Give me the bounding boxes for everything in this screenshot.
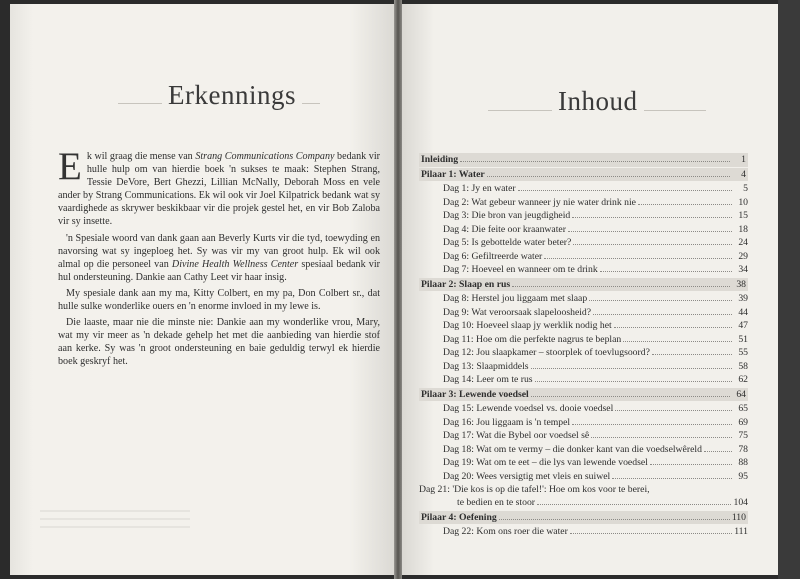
toc-leader-dots [572, 423, 732, 425]
toc-entry-label: Dag 3: Die bron van jeugdigheid [443, 210, 571, 221]
toc-entry-row [419, 456, 748, 470]
paragraph-1-rest: bedank vir hulle hulp om van hierdie boek 'n sukses te maak: Stephen Strang, Tessie DeVore, Bert Ghezzi, Lillian McNally, Deborah Moss en vele ander by Strang Communications. Ek wil ook vir Joel Kilpatrick bedank wat sy vaardighede as skrywer beskikbaar vir die projek gestel het, en vir Bob Zaloba vir sy insette. [58, 151, 380, 228]
company-name: Strang Communications Company [195, 151, 335, 162]
toc-entry-row [419, 209, 748, 223]
table-of-contents [419, 152, 748, 539]
toc-entry-label: Dag 5: Is gebottelde water beter? [443, 237, 572, 248]
toc-entry-label: Pilaar 3: Lewende voedsel [421, 388, 529, 400]
toc-entry-row [419, 306, 748, 320]
toc-leader-dots [544, 257, 732, 259]
toc-leader-dots [614, 326, 732, 328]
drop-cap: E [58, 145, 82, 188]
toc-entry-label: Dag 21: 'Die kos is op die tafel!': Hoe om kos voor te berei, [419, 484, 650, 495]
toc-entry-label: Dag 17: Wat die Bybel oor voedsel sê [443, 430, 590, 441]
toc-entry-label: Dag 12: Jou slaapkamer – stoorplek of toevlugsoord? [443, 347, 650, 358]
toc-leader-dots [593, 313, 732, 315]
toc-entry-row [419, 429, 748, 443]
toc-page-number: 10 [738, 196, 748, 208]
toc-leader-dots [615, 409, 732, 411]
toc-leader-dots [589, 299, 732, 301]
toc-leader-dots [704, 450, 732, 452]
toc-page-number: 75 [738, 430, 748, 441]
toc-leader-dots [531, 395, 730, 397]
toc-section-row [419, 278, 748, 292]
toc-leader-dots [652, 353, 732, 355]
toc-entry-label: Dag 18: Wat om te vermy – die donker kant van die voedselwêreld [443, 443, 702, 455]
toc-entry-label: Dag 8: Herstel jou liggaam met slaap [443, 293, 588, 304]
toc-section-row [419, 153, 748, 167]
toc-page-number: 69 [738, 416, 748, 428]
acknowledgements-text [58, 145, 380, 372]
toc-page-number: 15 [738, 210, 748, 221]
toc-entry-label: Dag 13: Slaapmiddels [443, 360, 529, 372]
toc-page-number: 24 [738, 237, 748, 248]
page-title-inhoud: Inhoud [552, 86, 644, 117]
toc-page-number: 62 [738, 374, 748, 385]
toc-page-number: 38 [736, 278, 746, 290]
toc-leader-dots [499, 518, 730, 520]
toc-page-number: 95 [738, 470, 748, 482]
toc-entry-row [419, 483, 748, 496]
paragraph-1 [58, 145, 380, 229]
toc-page-number: 47 [738, 320, 748, 331]
toc-page-number: 111 [734, 526, 748, 537]
toc-page-number: 39 [738, 293, 748, 304]
toc-page-number: 34 [738, 264, 748, 275]
toc-page-number: 29 [738, 250, 748, 262]
toc-entry-label: Dag 1: Jy en water [443, 183, 516, 194]
toc-entry-row [419, 333, 748, 347]
toc-entry-label: Dag 2: Wat gebeur wanneer jy nie water drink nie [443, 196, 636, 208]
toc-entry-label: Dag 10: Hoeveel slaap jy werklik nodig het [443, 320, 612, 331]
toc-page-number: 4 [741, 168, 746, 180]
toc-entry-row [419, 319, 748, 333]
toc-leader-dots [573, 243, 732, 245]
toc-entry-row [419, 346, 748, 360]
toc-entry-label: Dag 9: Wat veroorsaak slapeloosheid? [443, 306, 592, 318]
toc-leader-dots [650, 463, 732, 465]
paragraph-2-start: 'n Spesiale woord van dank gaan aan Beverly Kurts vir die tyd, toewyding en navorsing wat sy ingeploeg het. Sy was vir my van groot hulp. Ek wil ook almal op die personeel van [58, 232, 380, 270]
toc-entry-row [419, 496, 748, 510]
toc-entry-row [419, 402, 748, 416]
toc-entry-row [419, 443, 748, 457]
toc-entry-row [419, 182, 748, 196]
toc-leader-dots [531, 367, 732, 369]
toc-leader-dots [638, 203, 732, 205]
toc-page-number: 104 [733, 497, 748, 508]
toc-entry-label: Dag 7: Hoeveel en wanneer om te drink [443, 264, 598, 275]
toc-page-number: 18 [738, 223, 748, 235]
toc-leader-dots [623, 340, 732, 342]
toc-entry-row [419, 236, 748, 250]
toc-entry-row [419, 263, 748, 277]
toc-entry-label: Pilaar 1: Water [421, 168, 485, 180]
toc-entry-row [419, 223, 748, 237]
toc-leader-dots [518, 189, 732, 191]
center-name: Divine Health Wellness Center [171, 258, 299, 270]
toc-entry-row [419, 292, 748, 306]
page-title-erkennings: Erkennings [162, 80, 302, 111]
toc-leader-dots [612, 477, 732, 479]
toc-entry-row [419, 250, 748, 264]
toc-entry-row [419, 416, 748, 430]
toc-leader-dots [537, 503, 731, 505]
paragraph-1-start: k wil graag die mense van [86, 151, 196, 162]
toc-page-number: 58 [738, 360, 748, 372]
toc-entry-label: Dag 11: Hoe om die perfekte nagrus te beplan [443, 333, 622, 345]
toc-entry-label: Inleiding [421, 154, 459, 165]
toc-section-row [419, 511, 748, 525]
toc-leader-dots [487, 175, 730, 177]
page-edge [778, 0, 800, 579]
toc-page-number: 78 [738, 443, 748, 455]
toc-page-number: 44 [738, 306, 748, 318]
toc-leader-dots [600, 270, 732, 272]
toc-entry-label: te bedien en te stoor [457, 497, 536, 508]
toc-entry-label: Dag 4: Die feite oor kraanwater [443, 223, 566, 235]
toc-entry-row [419, 360, 748, 374]
toc-entry-label: Pilaar 4: Oefening [421, 511, 497, 523]
toc-entry-label: Dag 20: Wees versigtig met vleis en suiwel [443, 470, 611, 482]
toc-leader-dots [570, 532, 732, 534]
book-gutter [394, 0, 402, 579]
paragraph-2 [58, 232, 380, 284]
bleed-through [40, 504, 190, 544]
toc-page-number: 1 [741, 154, 746, 165]
toc-leader-dots [512, 285, 730, 287]
toc-page-number: 64 [736, 388, 746, 400]
toc-leader-dots [572, 216, 732, 218]
toc-leader-dots [460, 160, 730, 162]
toc-entry-row [419, 373, 748, 387]
toc-entry-row [419, 470, 748, 484]
toc-entry-row [419, 525, 748, 539]
toc-entry-row [419, 196, 748, 210]
paragraph-2-rest: spesiaal bedank vir hul ondersteuning. Dankie aan Cathy Leet vir haar insig. [58, 258, 380, 283]
toc-leader-dots [568, 230, 732, 232]
toc-leader-dots [535, 380, 732, 382]
toc-page-number: 65 [738, 403, 748, 414]
toc-entry-label: Dag 22: Kom ons roer die water [443, 526, 568, 537]
paragraph-4: Die laaste, maar nie die minste nie: Dankie aan my wonderlike vrou, Mary, wat my vir meer as 'n dekade gehelp het met die aanbieding van hierdie stof aan kerke. Sy was 'n groot ondersteuning en baie geduldig terwyl ek hierdie boek geskryf het. [58, 317, 380, 368]
toc-page-number: 88 [738, 457, 748, 468]
toc-page-number: 55 [738, 347, 748, 358]
toc-entry-label: Dag 15: Lewende voedsel vs. dooie voedsel [443, 403, 614, 414]
toc-entry-label: Dag 14: Leer om te rus [443, 374, 533, 385]
toc-entry-label: Dag 6: Gefiltreerde water [443, 250, 543, 262]
toc-page-number: 5 [743, 183, 748, 194]
toc-page-number: 51 [738, 333, 748, 345]
toc-entry-label: Pilaar 2: Slaap en rus [421, 278, 511, 290]
toc-section-row [419, 168, 748, 182]
toc-section-row [419, 388, 748, 402]
toc-leader-dots [591, 436, 732, 438]
toc-entry-label: Dag 16: Jou liggaam is 'n tempel [443, 416, 571, 428]
toc-entry-label: Dag 19: Wat om te eet – die lys van lewende voedsel [443, 457, 648, 468]
toc-page-number: 110 [731, 511, 746, 523]
paragraph-3: My spesiale dank aan my ma, Kitty Colbert, en my pa, Don Colbert sr., dat hulle sulke wonderlike ouers en 'n enorme invloed in my lewe is. [58, 287, 380, 313]
